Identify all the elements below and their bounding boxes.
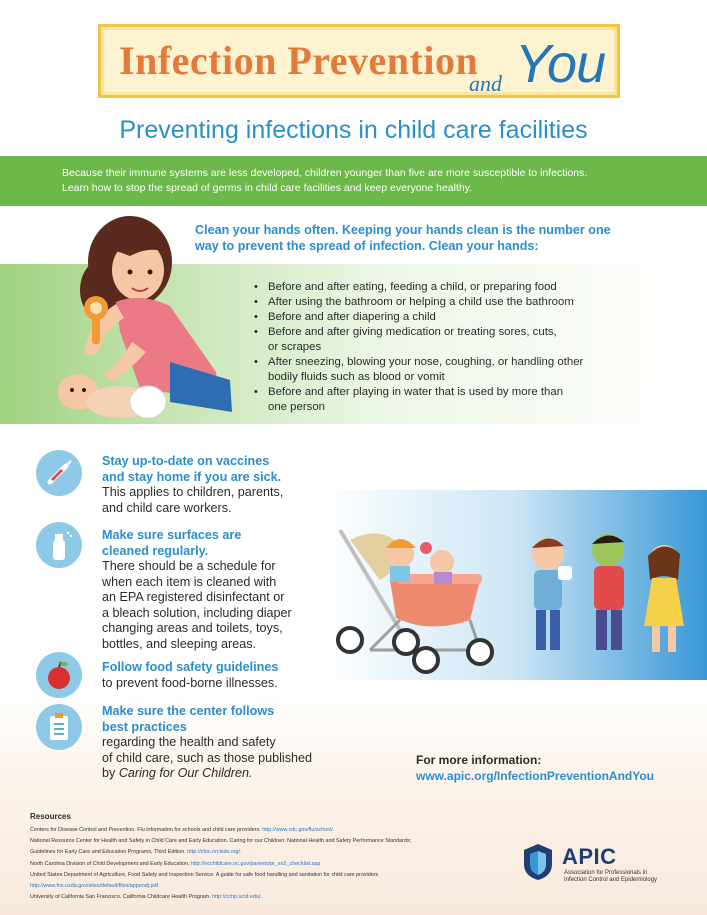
resource-text: Guidelines for Early Care and Education Programs, Third Edition. (30, 849, 188, 856)
list-item-text: Before and after diapering a child (268, 311, 436, 323)
list-item-text: After using the bathroom or helping a child use the bathroom (268, 296, 574, 308)
tip-heading (102, 528, 352, 559)
more-info-label: For more information: (416, 753, 542, 767)
list-item-text: Before and after giving medication or treating sores, cuts, (268, 326, 557, 338)
resources-heading: Resources (30, 812, 71, 821)
tip-body-prefix: by (102, 766, 119, 780)
tip-body-line: changing areas and toilets, toys, (102, 621, 283, 635)
banner-you: You (515, 34, 606, 94)
resource-item (30, 836, 500, 847)
tip-heading-line: Stay up-to-date on vaccines (102, 454, 270, 468)
list-item-text: After sneezing, blowing your nose, coughing, or handling other (268, 356, 584, 368)
list-item (252, 310, 672, 325)
apic-emblem-icon (518, 842, 558, 882)
resource-item (30, 825, 500, 836)
resource-link[interactable]: http://www.cdc.gov/flu/school/. (262, 827, 335, 833)
intro-text (62, 166, 672, 196)
tip-heading (102, 660, 352, 676)
more-info (416, 752, 654, 784)
intro-band (0, 156, 707, 206)
hands-heading-line-1: Clean your hands often. Keeping your hands clean is the number one (195, 223, 611, 237)
resource-text: University of California San Francisco. California Childcare Health Program. (30, 894, 213, 901)
apple-glyph (36, 652, 82, 698)
resource-item (30, 892, 500, 903)
list-item-text-cont: one person (268, 401, 325, 413)
list-item (252, 280, 672, 295)
tip-body-line: This applies to children, parents, (102, 485, 284, 499)
list-item (252, 385, 672, 415)
tip-heading-line: Follow food safety guidelines (102, 660, 279, 674)
list-item (252, 355, 672, 385)
resource-link[interactable]: http://ncchildcare.nc.gov/parents/pr_sn2_checklist.asp (190, 860, 321, 867)
title-banner (98, 24, 620, 98)
apple-icon (36, 652, 82, 698)
tip-body-line: and child care workers. (102, 500, 232, 515)
tip-heading-line: best practices (102, 719, 187, 734)
stroller-and-sick-kids-illustration (330, 500, 700, 680)
clipboard-icon (36, 704, 82, 750)
resource-item (30, 881, 500, 892)
page-subtitle: Preventing infections in child care facilities (119, 116, 588, 144)
tip-body-italic: Caring for Our Children. (118, 766, 253, 780)
tip-heading-line: cleaned regularly. (102, 543, 209, 558)
resource-item (30, 859, 500, 870)
tip-vaccines (102, 454, 352, 516)
tip-body-line: of child care, such as those published (102, 750, 313, 765)
resource-text: National Resource Center for Health and Safety in Child Care and Early Education. Caring for our Children: National Health and Safety Performance Standards; (30, 838, 412, 845)
syringe-glyph (36, 450, 82, 496)
hands-list (252, 280, 672, 415)
resource-item (30, 847, 500, 858)
resource-link[interactable]: http://www.fns.usda.gov/sites/default/files/appendj.pdf. (30, 883, 160, 890)
resource-link[interactable]: http://cfoc.nrckids.org/. (187, 849, 242, 856)
tip-heading (102, 454, 352, 485)
resource-text: Centers for Disease Control and Prevention. Flu information for schools and child care providers. (30, 827, 263, 833)
intro-line-1: Because their immune systems are less developed, children younger than five are more susceptible to infections. (62, 167, 588, 179)
tip-heading (102, 704, 362, 735)
list-item-text-cont: bodily fluids such as blood or vomit (268, 371, 445, 383)
resource-link[interactable]: http://cchp.ucsf.edu/. (212, 894, 262, 901)
resource-text: North Carolina Division of Child Development and Early Education. (30, 860, 191, 867)
list-item (252, 325, 672, 355)
apic-tagline-line: Association for Professionals in (564, 870, 648, 876)
list-item-text: Before and after eating, feeding a child, or preparing food (268, 281, 557, 293)
hands-heading-line-2: way to prevent the spread of infection. Clean your hands: (195, 239, 539, 253)
list-item-text-cont: or scrapes (268, 341, 322, 353)
vaccine-icon (36, 450, 82, 496)
tip-heading-line: and stay home if you are sick. (102, 469, 282, 484)
resource-item (30, 870, 500, 881)
apic-name: APIC (562, 844, 617, 869)
tip-body-line: an EPA registered disinfectant or (102, 590, 285, 604)
more-info-link[interactable]: www.apic.org/InfectionPreventionAndYou (416, 769, 655, 783)
apic-tagline (564, 870, 694, 884)
tip-heading-line: Make sure surfaces are (102, 528, 242, 542)
tip-body-line: a bleach solution, including diaper (102, 605, 292, 620)
intro-line-2: Learn how to stop the spread of germs in child care facilities and keep everyone healthy. (62, 182, 473, 194)
tip-body-line: when each item is cleaned with (102, 574, 277, 589)
list-item-text: Before and after playing in water that is used by more than (268, 386, 564, 398)
banner-title: Infection Prevention (119, 38, 479, 83)
tip-surfaces (102, 528, 352, 652)
clipboard-glyph (36, 704, 82, 750)
hands-heading (195, 222, 665, 254)
banner-and: and (469, 71, 502, 96)
list-item (252, 295, 672, 310)
apic-tagline-line: Infection Control and Epidemiology (564, 877, 658, 883)
tip-body-line: regarding the health and safety (102, 735, 276, 749)
apic-logo (516, 842, 691, 890)
tip-heading-line: Make sure the center follows (102, 704, 275, 718)
tip-body-line: There should be a schedule for (102, 559, 276, 573)
spray-bottle-icon (36, 522, 82, 568)
spray-glyph (36, 522, 82, 568)
tip-body-line: to prevent food-borne illnesses. (102, 675, 278, 690)
resource-text: United States Department of Agriculture, Food Safety and Inspection Service. A guide for safe food handling and sanitation for child care providers (30, 871, 379, 878)
tip-best-practices (102, 704, 362, 782)
tip-body-line: bottles, and sleeping areas. (102, 636, 257, 651)
resources (30, 812, 500, 903)
tip-food-safety (102, 660, 352, 691)
